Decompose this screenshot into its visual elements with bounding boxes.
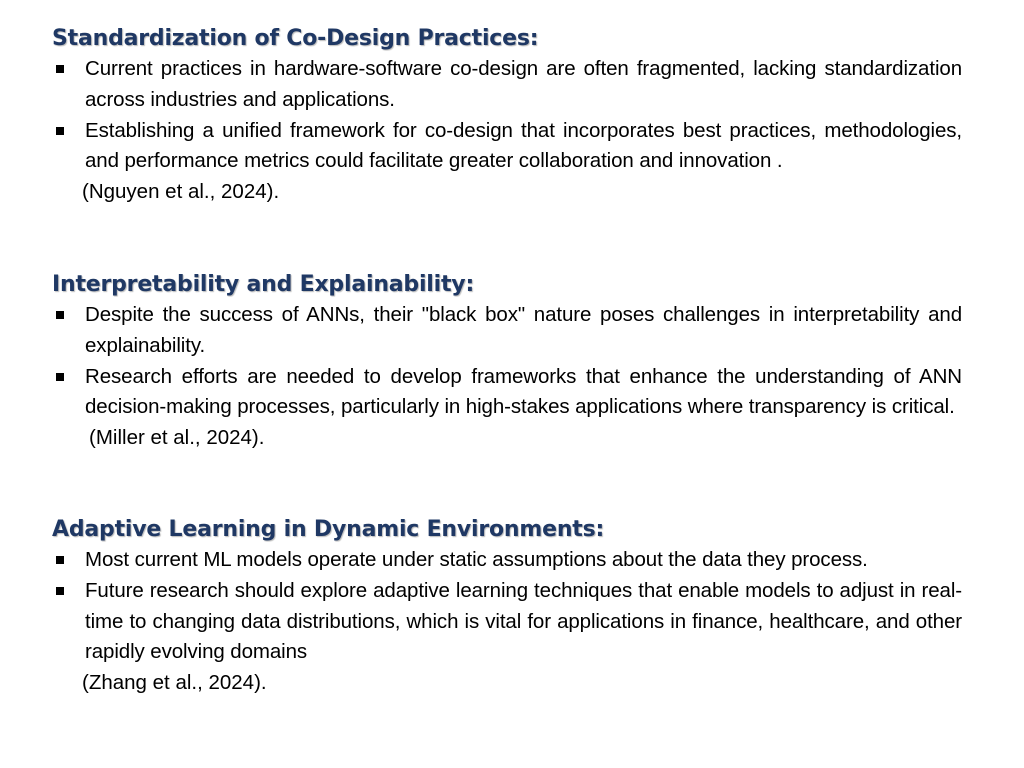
list-item [52, 54, 962, 116]
list-item [52, 545, 962, 576]
section-interpretability [52, 270, 962, 454]
square-bullet-icon [56, 556, 64, 564]
section-heading: Standardization of Co-Design Practices: [52, 26, 539, 51]
citation: (Zhang et al., 2024). [82, 671, 267, 695]
section-standardization [52, 24, 962, 208]
section-heading: Adaptive Learning in Dynamic Environments: [52, 517, 605, 542]
bullet-list [52, 300, 962, 423]
square-bullet-icon [56, 65, 64, 73]
bullet-text: Most current ML models operate under static assumptions about the data they process. [85, 548, 868, 571]
square-bullet-icon [56, 587, 64, 595]
citation: (Miller et al., 2024). [89, 426, 265, 450]
bullet-text: Despite the success of ANNs, their "black box" nature poses challenges in interpretability and explainability. [85, 303, 962, 357]
bullet-text: Current practices in hardware-software co-design are often fragmented, lacking standardization across industries and applications. [85, 57, 962, 111]
list-item [52, 116, 962, 178]
bullet-text: Establishing a unified framework for co-design that incorporates best practices, methodologies, and performance metrics could facilitate greater collaboration and innovation . [85, 118, 962, 173]
bullet-list [52, 545, 962, 668]
section-adaptive-learning [52, 515, 962, 699]
section-heading: Interpretability and Explainability: [52, 272, 475, 297]
square-bullet-icon [56, 127, 64, 135]
square-bullet-icon [56, 311, 64, 319]
list-item [52, 576, 962, 668]
citation: (Nguyen et al., 2024). [82, 180, 280, 204]
bullet-list [52, 54, 962, 177]
bullet-text: Future research should explore adaptive learning techniques that enable models to adjust in real-time to changing data distributions, which is vital for applications in finance, healthcare, and other rapidly evolving domains [85, 578, 962, 664]
list-item [52, 362, 962, 424]
list-item [52, 300, 962, 362]
square-bullet-icon [56, 373, 64, 381]
bullet-text: Research efforts are needed to develop frameworks that enhance the understanding of ANN decision-making processes, particularly in high-stakes applications where transparency is critical. [85, 364, 962, 419]
